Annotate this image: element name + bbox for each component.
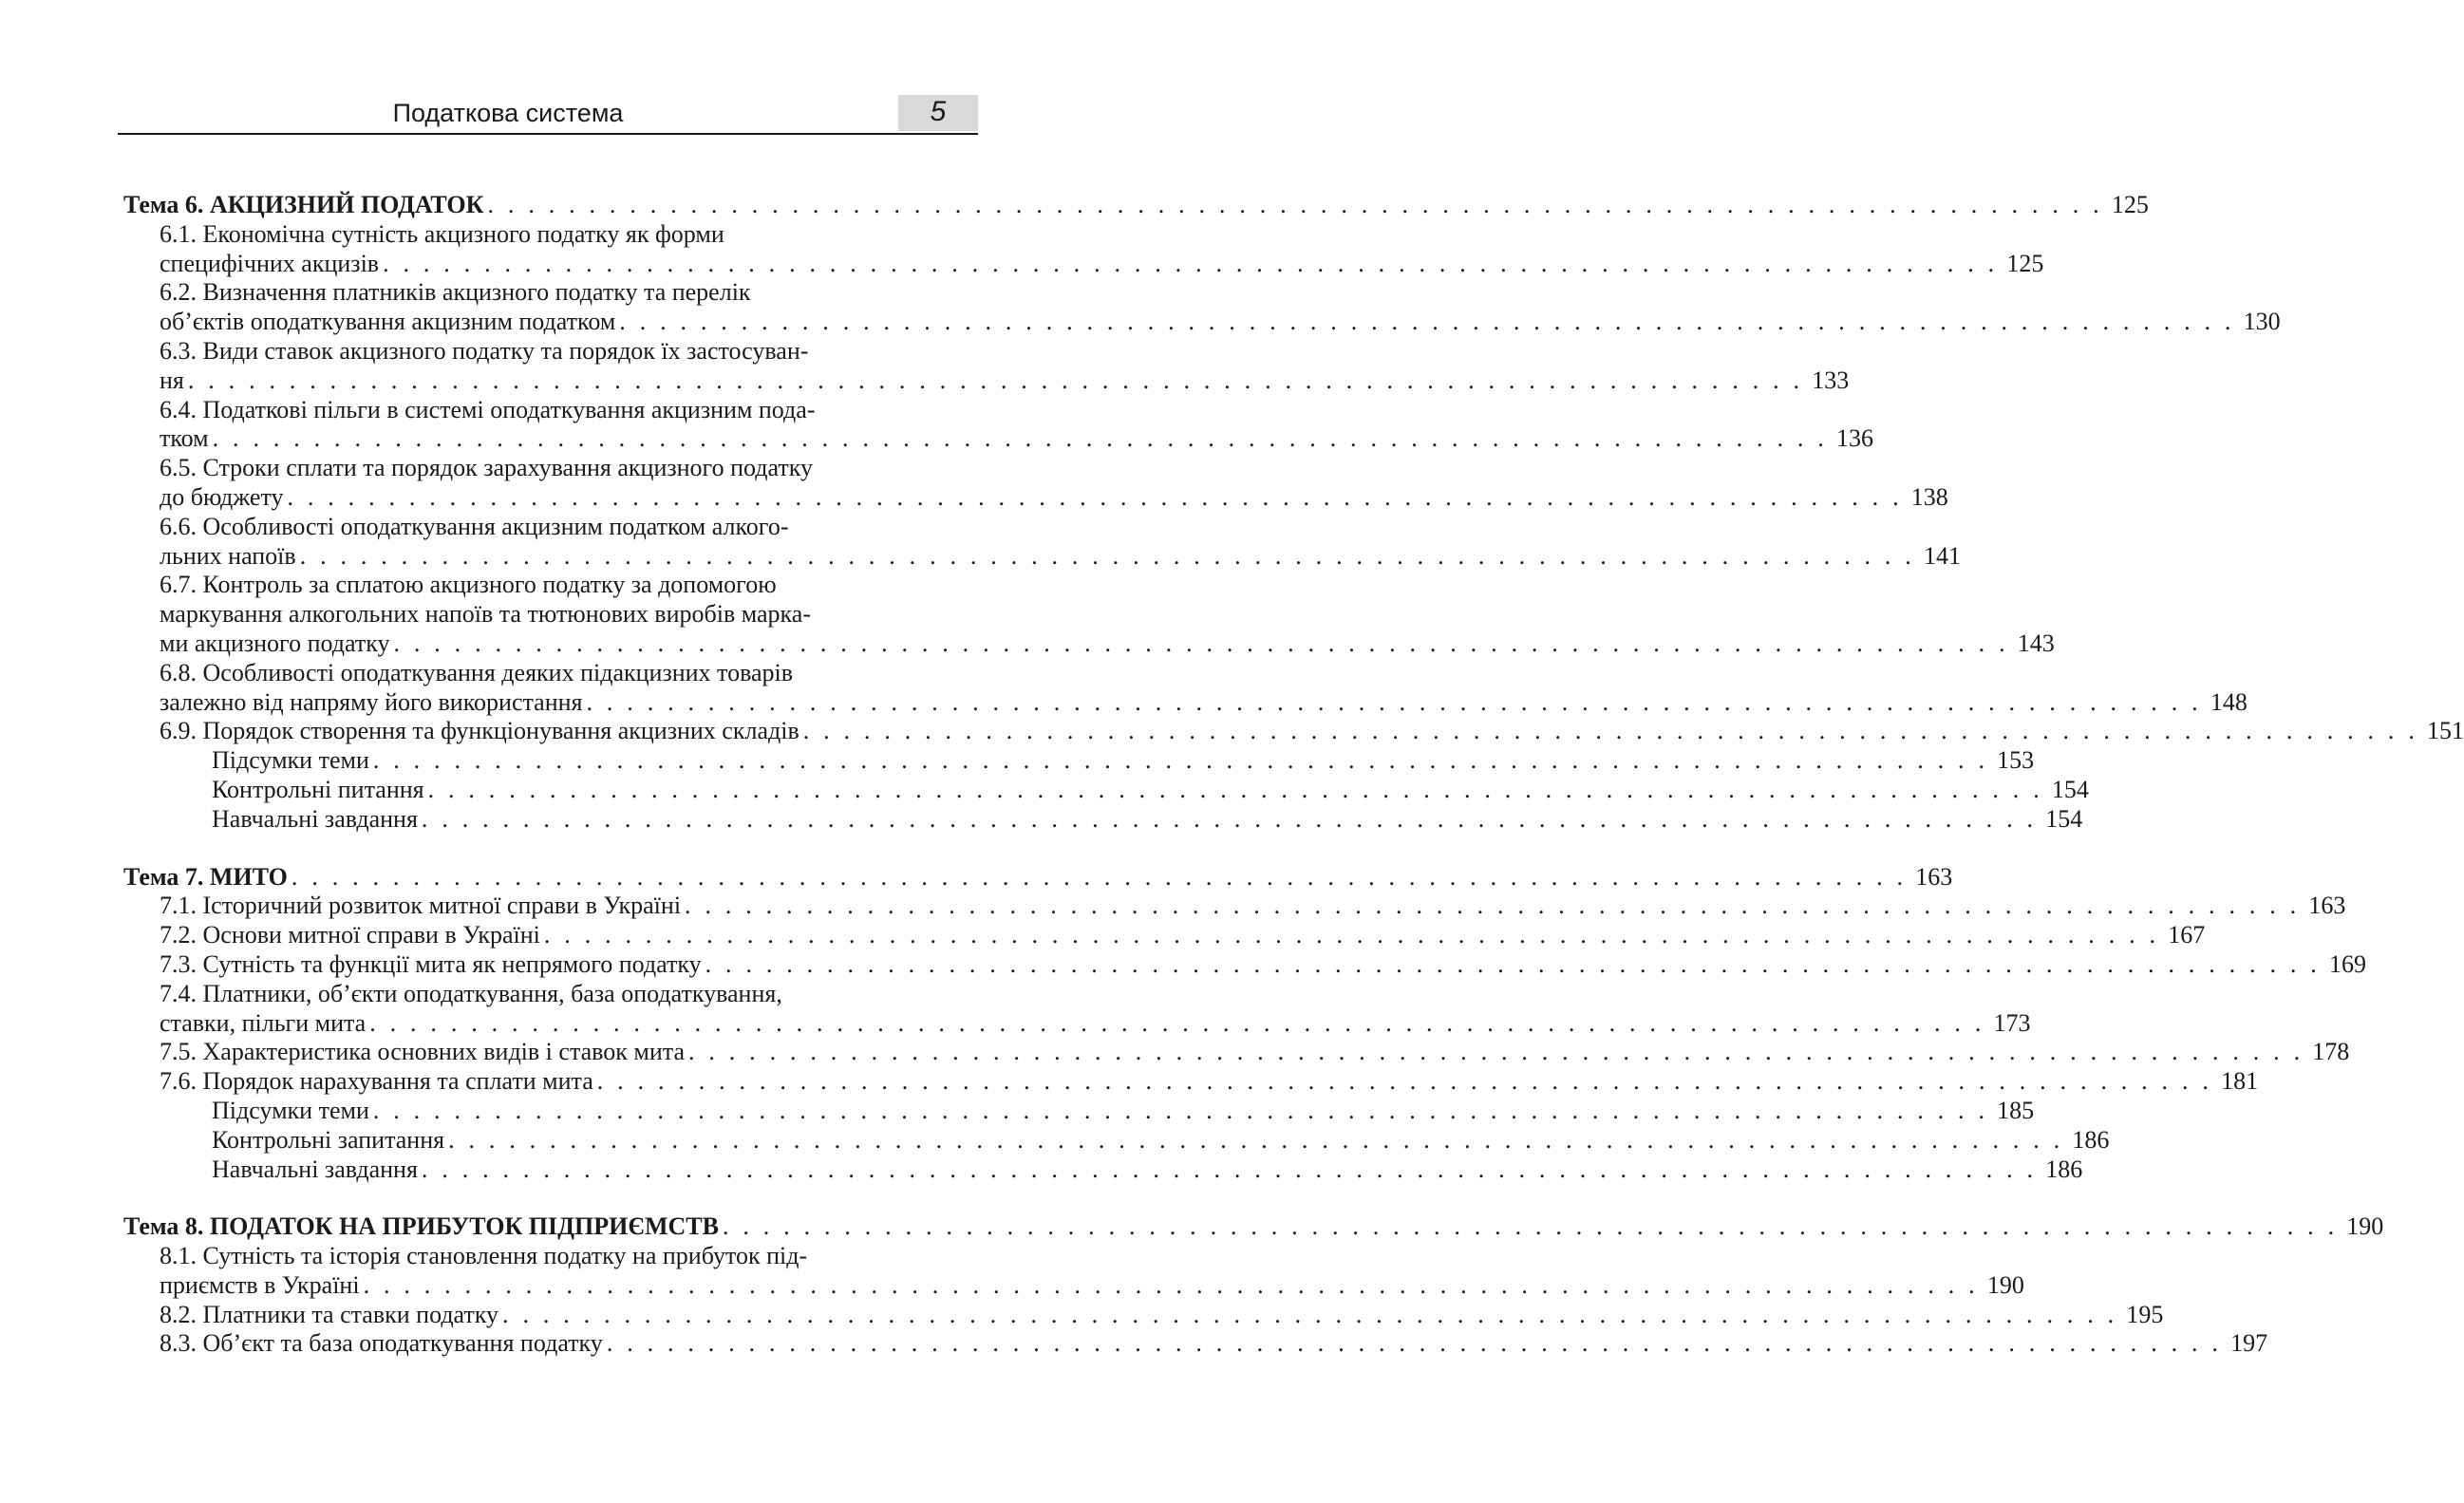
toc-page-number: 143 — [2017, 629, 2055, 657]
toc-subitem[interactable] — [123, 804, 2083, 835]
toc-entry[interactable] — [123, 687, 2248, 718]
toc-entry[interactable] — [123, 1067, 2259, 1097]
dot-leader: . . . . . . . . . . . . . . . . . . . . . . . . . . . . . . . . . . . . . . . . . . . . . . . . . . . . . . . . . . . . . . . . . . . . . . . . . . . . . . . . — [291, 862, 1908, 891]
toc-entry-text: маркування алкогольних напоїв та тютюнових виробів марка- — [160, 600, 811, 629]
toc-entry[interactable] — [123, 600, 975, 629]
toc-entry-text: 6.2. Визначення платників акцизного податку та перелік — [160, 278, 751, 307]
toc-subitem[interactable] — [123, 746, 2035, 776]
toc-entry-text: 8.1. Сутність та історія становлення податку на прибуток під- — [160, 1242, 808, 1270]
dot-leader: . . . . . . . . . . . . . . . . . . . . . . . . . . . . . . . . . . . . . . . . . . . . . . . . . . . . . . . . . . . . . . . . . . . . . . . . . . . . . . . . — [543, 921, 2160, 949]
toc-entry-text: 6.4. Податкові пільги в системі оподаткування акцизним пода- — [160, 395, 816, 423]
toc-entry-text: 8.3. Об’єкт та база оподаткування податку — [160, 1329, 603, 1358]
toc-entry-text: 6.5. Строки сплати та порядок зарахування акцизного податку — [160, 454, 813, 482]
toc-entry-text: приємств в Україні — [160, 1270, 360, 1299]
dot-leader: . . . . . . . . . . . . . . . . . . . . . . . . . . . . . . . . . . . . . . . . . . . . . . . . . . . . . . . . . . . . . . . . . . . . . . . . . . . . . . . . — [363, 1270, 1979, 1299]
toc-entry-text: 6.9. Порядок створення та функціонування акцизних складів — [160, 717, 799, 745]
toc-entry[interactable] — [123, 424, 1873, 454]
dot-leader: . . . . . . . . . . . . . . . . . . . . . . . . . . . . . . . . . . . . . . . . . . . . . . . . . . . . . . . . . . . . . . . . . . . . . . . . . . . . . . . . — [586, 687, 2202, 716]
page-number: 5 — [930, 96, 947, 127]
toc-page-number: 148 — [2210, 687, 2248, 716]
dot-leader: . . . . . . . . . . . . . . . . . . . . . . . . . . . . . . . . . . . . . . . . . . . . . . . . . . . . . . . . . . . . . . . . . . . . . . . . . . . . . . . . — [502, 1300, 2118, 1328]
toc-page-number: 154 — [2045, 804, 2083, 833]
toc-entry[interactable] — [123, 278, 975, 308]
toc-page-number: 186 — [2045, 1155, 2083, 1183]
header-title: Податкова система — [392, 99, 624, 127]
toc-page-number: 190 — [2346, 1212, 2384, 1241]
toc-entry[interactable] — [123, 571, 975, 600]
toc-entry-text: 6.8. Особливості оподаткування деяких підакцизних товарів — [160, 658, 794, 686]
dot-leader: . . . . . . . . . . . . . . . . . . . . . . . . . . . . . . . . . . . . . . . . . . . . . . . . . . . . . . . . . . . . . . . . . . . . . . . . . . . . . . . . — [619, 308, 2235, 336]
toc-page-number: 154 — [2051, 775, 2089, 803]
toc-entry-text: 7.2. Основи митної справи в Україні — [160, 921, 540, 949]
toc-topic-heading[interactable] — [123, 1212, 2384, 1242]
toc-entry[interactable] — [123, 396, 975, 425]
dot-leader: . . . . . . . . . . . . . . . . . . . . . . . . . . . . . . . . . . . . . . . . . . . . . . . . . . . . . . . . . . . . . . . . . . . . . . . . . . . . . . . . — [287, 482, 1903, 511]
toc-entry-text: льних напоїв — [160, 541, 296, 570]
toc-subitem[interactable] — [123, 775, 2089, 805]
dot-leader: . . . . . . . . . . . . . . . . . . . . . . . . . . . . . . . . . . . . . . . . . . . . . . . . . . . . . . . . . . . . . . . . . . . . . . . . . . . . . . . . — [393, 629, 2009, 657]
toc-entry-text: ня — [160, 366, 184, 394]
toc-page-number: 153 — [1997, 746, 2035, 775]
toc-entry-text: 7.3. Сутність та функції мита як непрямого податку — [160, 949, 702, 978]
page-number-box — [898, 95, 978, 131]
dot-leader: . . . . . . . . . . . . . . . . . . . . . . . . . . . . . . . . . . . . . . . . . . . . . . . . . . . . . . . . . . . . . . . . . . . . . . . . . . . . . . . . — [212, 424, 1828, 453]
running-header — [118, 91, 978, 135]
toc-entry-text: специфічних акцизів — [160, 249, 380, 277]
dot-leader: . . . . . . . . . . . . . . . . . . . . . . . . . . . . . . . . . . . . . . . . . . . . . . . . . . . . . . . . . . . . . . . . . . . . . . . . . . . . . . . . — [606, 1329, 2223, 1358]
toc-entry[interactable] — [123, 541, 1961, 572]
toc-page-number: 141 — [1924, 541, 1961, 570]
toc-topic — [123, 862, 2366, 1185]
toc-page-number: 173 — [1993, 1008, 2031, 1037]
toc-entry-text: 7.4. Платники, об’єкти оподаткування, база оподаткування, — [160, 979, 782, 1007]
toc-page-number: 169 — [2328, 949, 2366, 978]
toc-entry[interactable] — [123, 717, 2464, 746]
toc-entry-text: Контрольні запитання — [212, 1125, 445, 1154]
dot-leader: . . . . . . . . . . . . . . . . . . . . . . . . . . . . . . . . . . . . . . . . . . . . . . . . . . . . . . . . . . . . . . . . . . . . . . . . . . . . . . . . — [187, 366, 1804, 394]
toc-page-number: 181 — [2221, 1067, 2259, 1096]
toc-entry[interactable] — [123, 949, 2366, 980]
toc-entry[interactable] — [123, 1300, 2164, 1330]
dot-leader: . . . . . . . . . . . . . . . . . . . . . . . . . . . . . . . . . . . . . . . . . . . . . . . . . . . . . . . . . . . . . . . . . . . . . . . . . . . . . . . . — [383, 249, 1999, 277]
toc-page-number: 178 — [2312, 1038, 2350, 1066]
toc-page-number: 130 — [2243, 308, 2281, 336]
toc-page-number: 195 — [2126, 1300, 2164, 1328]
toc-page-number: 125 — [2006, 249, 2044, 277]
toc-page-number: 138 — [1910, 482, 1948, 511]
toc-entry-text: Тема 6. АКЦИЗНИЙ ПОДАТОК — [123, 191, 484, 218]
dot-leader: . . . . . . . . . . . . . . . . . . . . . . . . . . . . . . . . . . . . . . . . . . . . . . . . . . . . . . . . . . . . . . . . . . . . . . . . . . . . . . . . — [685, 892, 2301, 920]
toc-entry-text: 7.1. Історичний розвиток митної справи в Україні — [160, 892, 682, 920]
dot-leader: . . . . . . . . . . . . . . . . . . . . . . . . . . . . . . . . . . . . . . . . . . . . . . . . . . . . . . . . . . . . . . . . . . . . . . . . . . . . . . . . — [596, 1067, 2213, 1096]
toc-entry-text: Тема 8. ПОДАТОК НА ПРИБУТОК ПІДПРИЄМСТВ — [123, 1212, 719, 1241]
toc-entry[interactable] — [123, 513, 975, 542]
toc-subitem[interactable] — [123, 1096, 2035, 1126]
toc-entry[interactable] — [123, 1038, 2350, 1067]
toc-entry-text: 6.7. Контроль за сплатою акцизного податку за допомогою — [160, 571, 777, 599]
toc-entry-text: 6.1. Економічна сутність акцизного податку як форми — [160, 219, 724, 248]
toc-entry-text: ставки, пільги мита — [160, 1008, 367, 1037]
toc-entry-text: Підсумки теми — [212, 746, 369, 775]
dot-leader: . . . . . . . . . . . . . . . . . . . . . . . . . . . . . . . . . . . . . . . . . . . . . . . . . . . . . . . . . . . . . . . . . . . . . . . . . . . . . . . . — [421, 1155, 2038, 1183]
toc-entry-text: до бюджету — [160, 482, 284, 511]
dot-leader: . . . . . . . . . . . . . . . . . . . . . . . . . . . . . . . . . . . . . . . . . . . . . . . . . . . . . . . . . . . . . . . . . . . . . . . . . . . . . . . . — [687, 1038, 2304, 1066]
toc-entry[interactable] — [123, 1329, 2268, 1359]
toc-entry-text: 7.6. Порядок нарахування та сплати мита — [160, 1067, 593, 1096]
dot-leader: . . . . . . . . . . . . . . . . . . . . . . . . . . . . . . . . . . . . . . . . . . . . . . . . . . . . . . . . . . . . . . . . . . . . . . . . . . . . . . . . — [372, 746, 1989, 775]
toc-entry-text: Контрольні питання — [212, 775, 424, 803]
toc-subitem[interactable] — [123, 1155, 2083, 1185]
toc-entry[interactable] — [123, 629, 2055, 659]
toc-page-number: 185 — [1997, 1096, 2035, 1124]
dot-leader: . . . . . . . . . . . . . . . . . . . . . . . . . . . . . . . . . . . . . . . . . . . . . . . . . . . . . . . . . . . . . . . . . . . . . . . . . . . . . . . . — [369, 1008, 1985, 1037]
dot-leader: . . . . . . . . . . . . . . . . . . . . . . . . . . . . . . . . . . . . . . . . . . . . . . . . . . . . . . . . . . . . . . . . . . . . . . . . . . . . . . . . — [802, 717, 2419, 745]
dot-leader: . . . . . . . . . . . . . . . . . . . . . . . . . . . . . . . . . . . . . . . . . . . . . . . . . . . . . . . . . . . . . . . . . . . . . . . . . . . . . . . . — [421, 804, 2038, 833]
toc-entry-text: залежно від напряму його використання — [160, 687, 583, 716]
toc-topic — [123, 1212, 2384, 1359]
toc-entry[interactable] — [123, 249, 2044, 279]
toc-page-number: 186 — [2072, 1125, 2110, 1154]
toc-entry-text: 8.2. Платники та ставки податку — [160, 1300, 499, 1328]
toc-entry[interactable] — [123, 308, 2281, 337]
toc-page-number: 167 — [2168, 921, 2206, 949]
dot-leader: . . . . . . . . . . . . . . . . . . . . . . . . . . . . . . . . . . . . . . . . . . . . . . . . . . . . . . . . . . . . . . . . . . . . . . . . . . . . . . . . — [299, 541, 1915, 570]
toc-entry[interactable] — [123, 892, 2346, 921]
toc-page-number: 133 — [1812, 366, 1850, 394]
toc-topic-heading[interactable] — [123, 191, 2149, 220]
toc-entry[interactable] — [123, 1270, 2024, 1301]
toc-page-number: 151 — [2427, 717, 2464, 745]
dot-leader: . . . . . . . . . . . . . . . . . . . . . . . . . . . . . . . . . . . . . . . . . . . . . . . . . . . . . . . . . . . . . . . . . . . . . . . . . . . . . . . . — [705, 949, 2321, 978]
toc-entry[interactable] — [123, 1008, 2031, 1039]
toc-page-number: 125 — [2111, 191, 2149, 218]
toc-entry-text: 7.5. Характеристика основних видів і ставок мита — [160, 1038, 685, 1066]
toc-page-number: 197 — [2230, 1329, 2268, 1358]
toc-page-number: 190 — [1986, 1270, 2024, 1299]
toc-entry[interactable] — [123, 659, 975, 688]
toc-entry-text: Підсумки теми — [212, 1096, 369, 1124]
toc-entry-text: Тема 7. МИТО — [123, 862, 288, 891]
toc-entry[interactable] — [123, 454, 975, 483]
toc-entry[interactable] — [123, 921, 2206, 950]
dot-leader: . . . . . . . . . . . . . . . . . . . . . . . . . . . . . . . . . . . . . . . . . . . . . . . . . . . . . . . . . . . . . . . . . . . . . . . . . . . . . . . . — [427, 775, 2043, 803]
dot-leader: . . . . . . . . . . . . . . . . . . . . . . . . . . . . . . . . . . . . . . . . . . . . . . . . . . . . . . . . . . . . . . . . . . . . . . . . . . . . . . . . — [487, 191, 2103, 218]
dot-leader: . . . . . . . . . . . . . . . . . . . . . . . . . . . . . . . . . . . . . . . . . . . . . . . . . . . . . . . . . . . . . . . . . . . . . . . . . . . . . . . . — [372, 1096, 1989, 1124]
toc-entry[interactable] — [123, 366, 1850, 396]
toc-entry-text: тком — [160, 424, 209, 453]
toc-entry-text: об’єктів оподаткування акцизним податком — [160, 308, 616, 336]
toc-page-number: 163 — [2308, 892, 2346, 920]
toc-entry[interactable] — [123, 220, 975, 250]
toc-entry[interactable] — [123, 1242, 975, 1271]
toc-page-number: 163 — [1915, 862, 1953, 891]
toc-page-number: 136 — [1835, 424, 1873, 453]
toc-entry-text: Навчальні завдання — [212, 804, 418, 833]
toc-entry[interactable] — [123, 337, 975, 366]
toc-entry-text: 6.3. Види ставок акцизного податку та порядок їх застосуван- — [160, 336, 809, 365]
toc-entry-text: ми акцизного податку — [160, 629, 390, 657]
dot-leader: . . . . . . . . . . . . . . . . . . . . . . . . . . . . . . . . . . . . . . . . . . . . . . . . . . . . . . . . . . . . . . . . . . . . . . . . . . . . . . . . — [722, 1212, 2339, 1241]
toc-topic — [123, 191, 2464, 835]
dot-leader: . . . . . . . . . . . . . . . . . . . . . . . . . . . . . . . . . . . . . . . . . . . . . . . . . . . . . . . . . . . . . . . . . . . . . . . . . . . . . . . . — [448, 1125, 2064, 1154]
toc-entry[interactable] — [123, 482, 1948, 513]
toc-entry-text: 6.6. Особливості оподаткування акцизним податком алкого- — [160, 512, 789, 540]
table-of-contents — [123, 191, 2464, 1387]
toc-topic-heading[interactable] — [123, 862, 1953, 892]
toc-entry[interactable] — [123, 980, 975, 1009]
toc-entry-text: Навчальні завдання — [212, 1155, 418, 1183]
toc-subitem[interactable] — [123, 1125, 2110, 1155]
